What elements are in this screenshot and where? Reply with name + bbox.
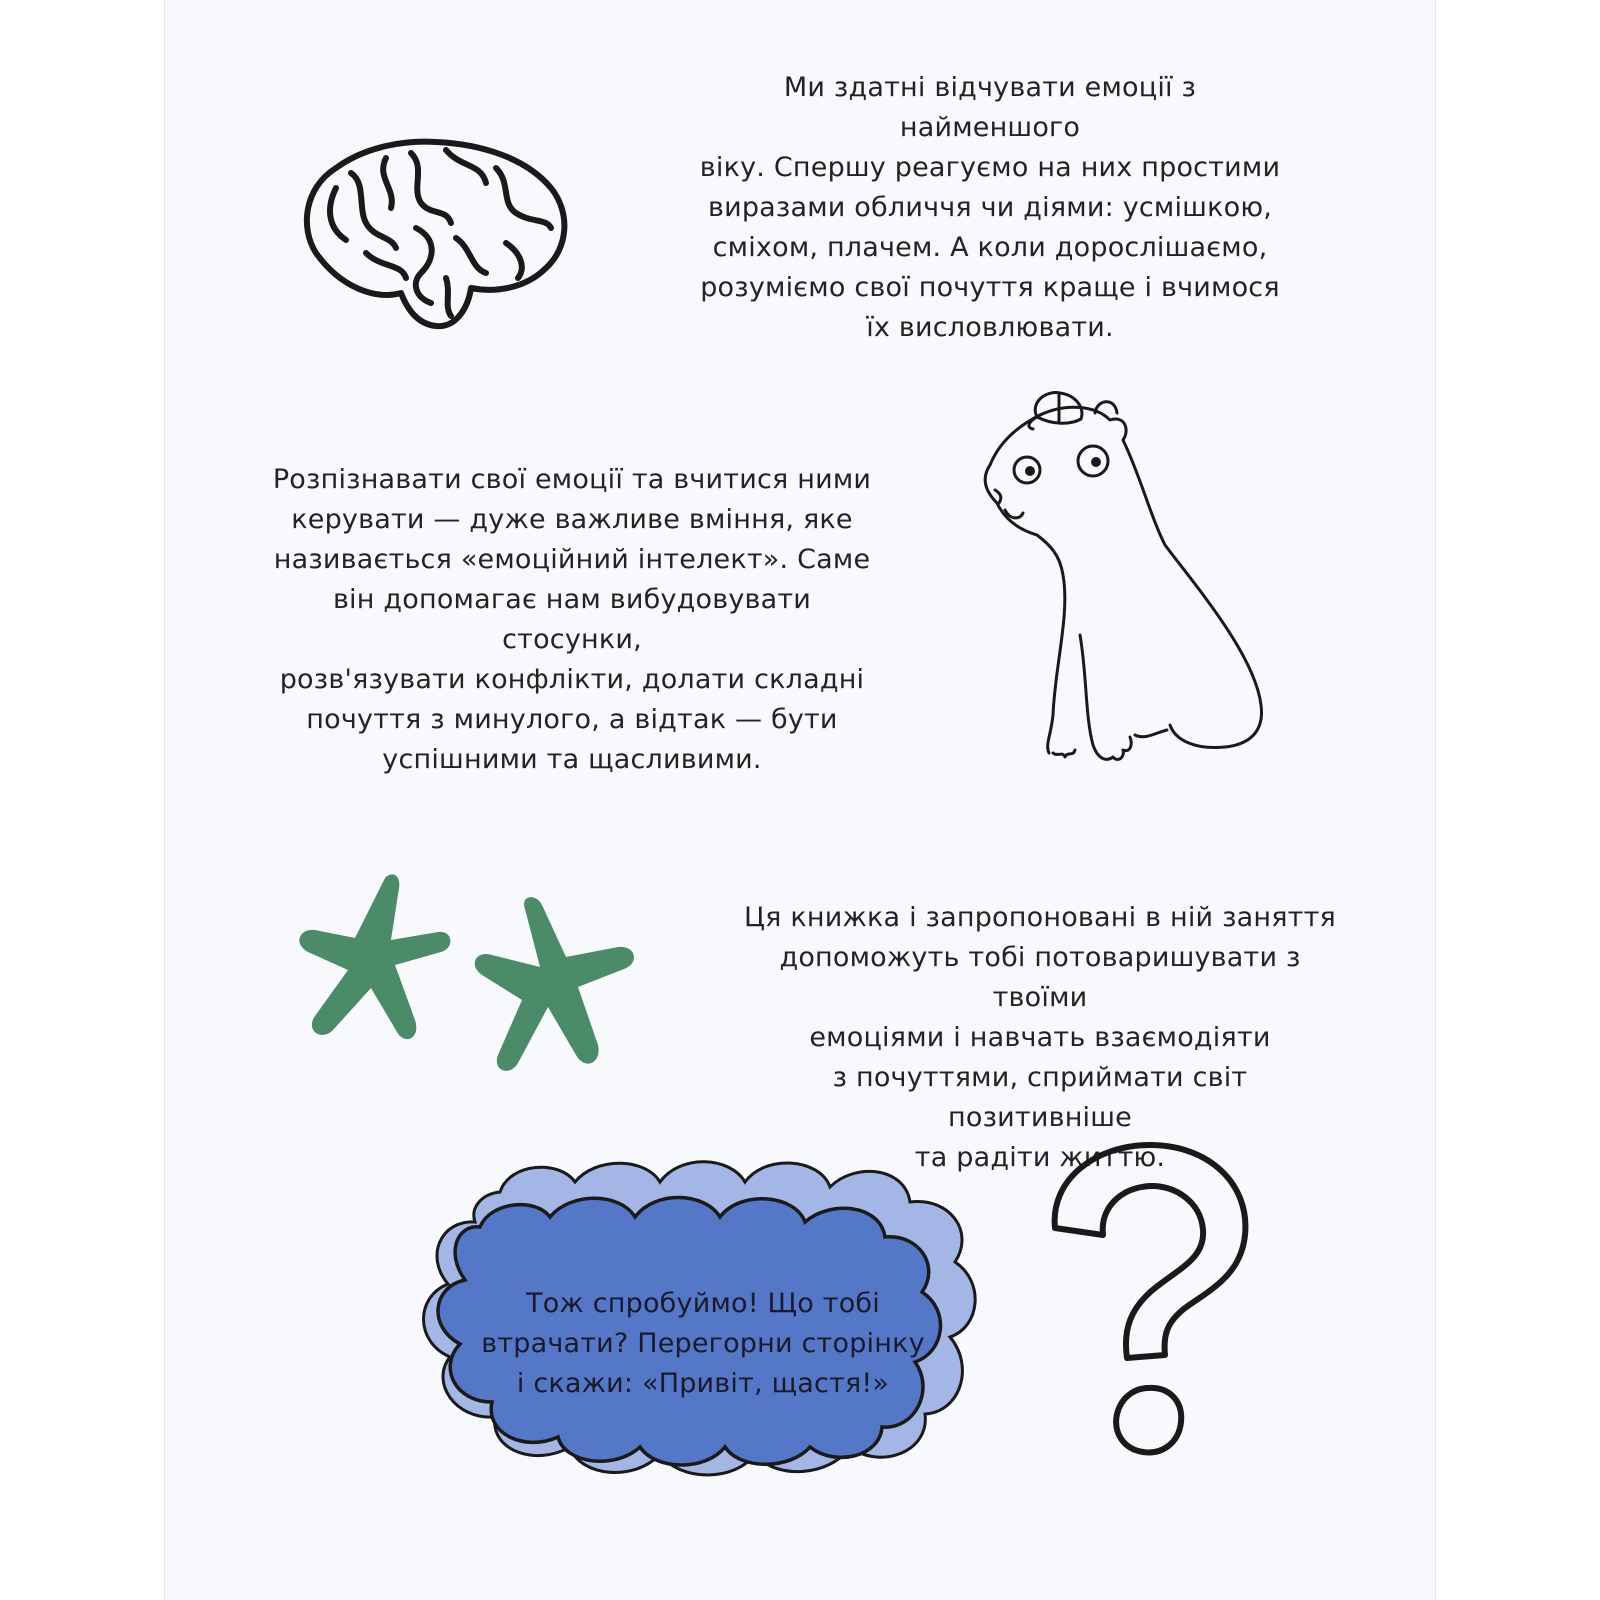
- brain-icon: [296, 128, 576, 328]
- question-mark-icon: [1045, 1140, 1265, 1460]
- star-icon: [293, 870, 453, 1050]
- capybara-illustration: [975, 385, 1275, 775]
- intro-paragraph-2: Розпізнавати свої емоції та вчитися ними керувати — дуже важливе вміння, яке називається «емоційний інтелект». Саме він допомагає нам вибудовувати стосунки, розв'язувати конфлікти, долати складні почуття з минулого, а відтак — бути успішними та щасливими.: [272, 464, 872, 775]
- bubble-text: Тож спробуймо! Що тобі втрачати? Перегорни сторінку і скажи: «Привіт, щастя!»: [481, 1288, 925, 1399]
- star-icon: [470, 895, 640, 1075]
- intro-paragraph-1: Ми здатні відчувати емоції з найменшого віку. Спершу реагуємо на них простими виразами обличчя чи діями: усмішкою, сміхом, плачем. А коли дорослішаємо, розуміємо свої почуття краще і вчимося їх висловлювати.: [699, 72, 1281, 343]
- intro-paragraph-3: Ця книжка і запропоновані в ній заняття допоможуть тобі потоваришувати з твоїми емоціями і навчать взаємодіяти з почуттями, сприймати світ позитивніше та радіти життю.: [744, 902, 1336, 1173]
